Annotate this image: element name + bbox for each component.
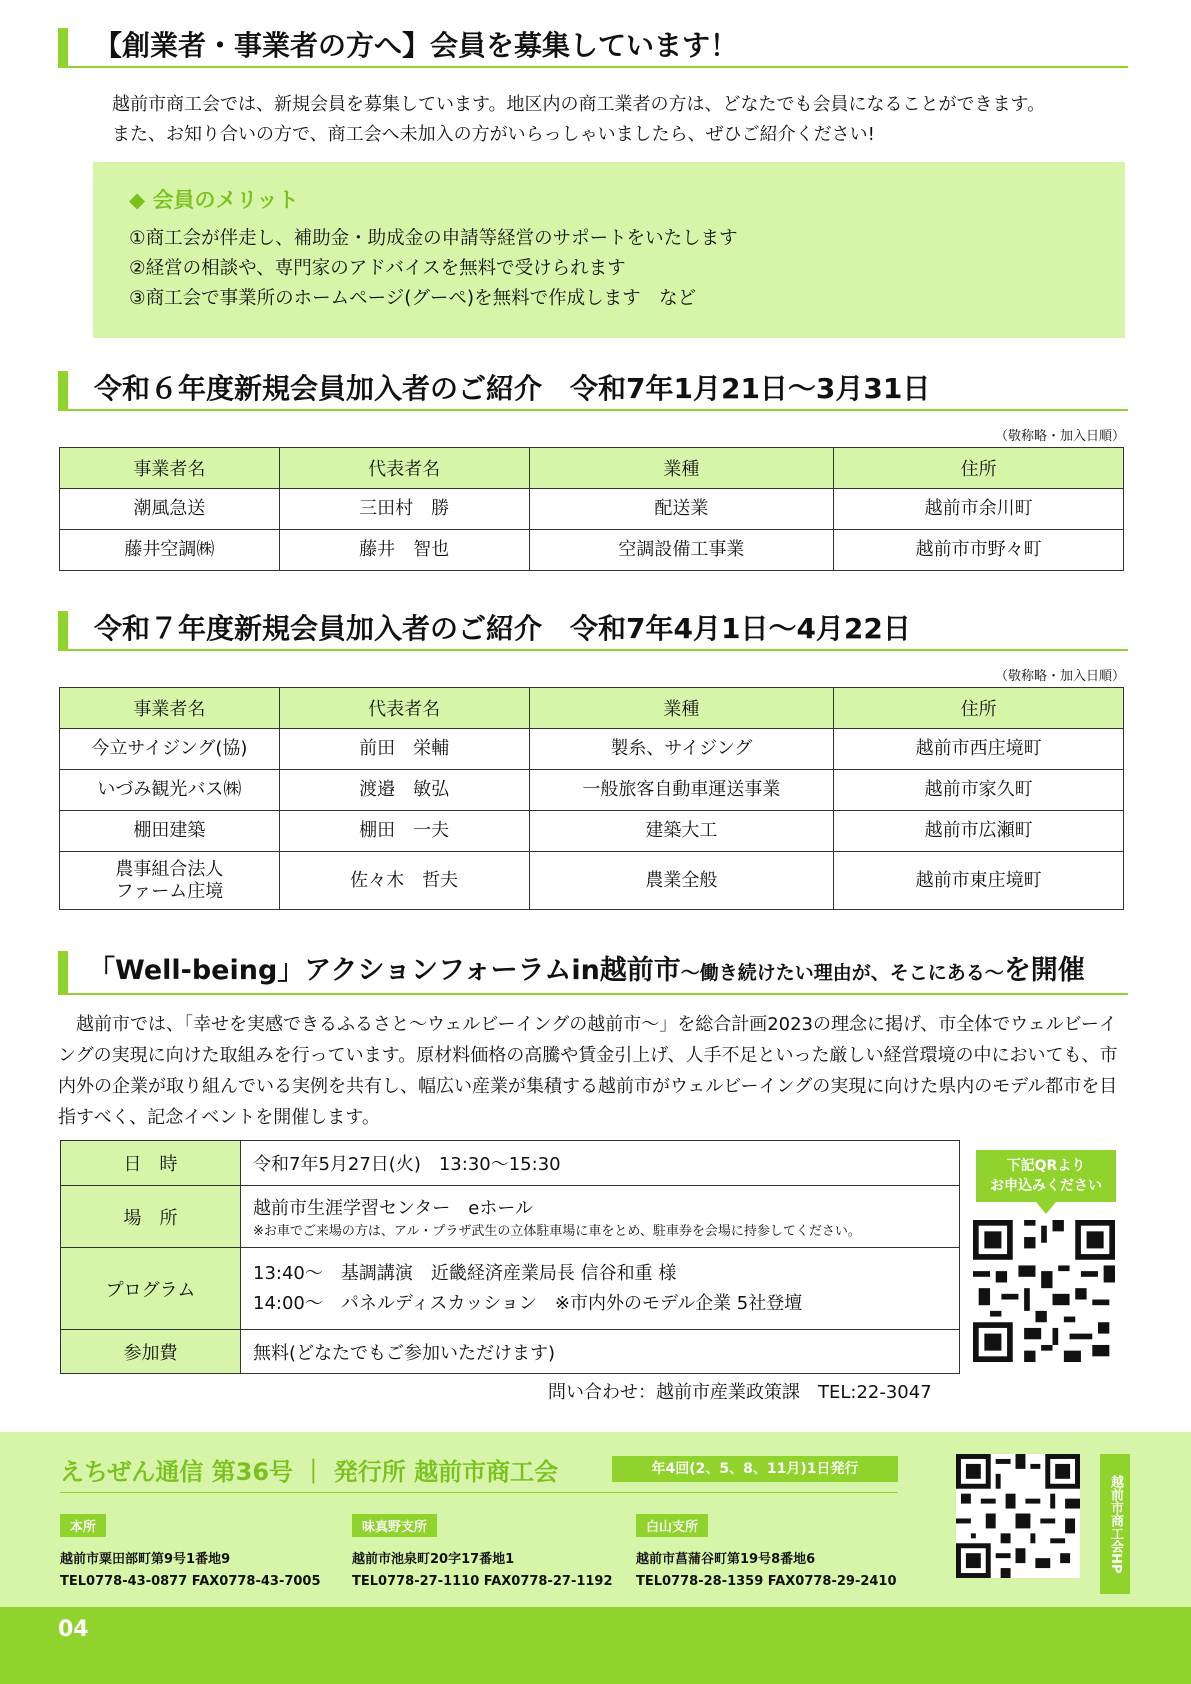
homepage-qr-code[interactable] [956,1454,1080,1578]
qr-label: 下記QRより お申込みください [976,1150,1116,1202]
event-row-fee [61,1330,960,1374]
page-number: 04 [58,1617,89,1642]
table-row [60,811,1124,852]
table-cell: 渡邉 敏弘 [279,770,529,811]
fee-label: 参加費 [61,1330,241,1374]
event-row-place [61,1186,960,1248]
office-address: 越前市池泉町20字17番地1 [352,1552,515,1567]
wellbeing-title-sub: ～働き続けたい理由が、そこにある～ [680,962,1004,984]
date-value: 令和7年5月27日(火) 13:30～15:30 [241,1141,960,1186]
merit-item: ①商工会が伴走し、補助金・助成金の申請等経営のサポートをいたします [129,228,738,249]
footer-title: えちぜん通信 第36号 ｜ 発行所 越前市商工会 [60,1458,559,1486]
program-item: 14:00～ パネルディスカッション ※市内外のモデル企業 5社登壇 [253,1292,803,1314]
wellbeing-heading [58,951,1128,995]
table-cell: 空調設備工事業 [529,530,834,571]
table-header-row [60,688,1124,729]
office-address: 越前市菖蒲谷町第19号8番地6 [636,1552,816,1567]
office-honsho [60,1514,321,1593]
wellbeing-title-end: を開催 [1003,955,1085,986]
wellbeing-body: 越前市では、「幸せを実感できるふるさと～ウェルビーイングの越前市～」を総合計画2023の理念に掲げ、市全体でウェルビーイングの実現に向けた取組みを行っています。原材料価格の高騰や賃金引上げ、人手不足といった厳しい経営環境の中においても、市内外の企業が取り組んでいる実例を共有し、幅広い産業が集積する越前市がウェルビーイングの実現に向けた県内のモデル都市を目指すべく、記念イベントを開催します。 [58,1014,1118,1128]
office-tel: TEL0778-43-0877 FAX0778-43-7005 [60,1574,321,1589]
recruit-heading [58,28,1128,68]
table-cell: 前田 栄輔 [279,729,529,770]
header-cell: 業種 [529,688,834,729]
place-value: 越前市生涯学習センター eホール [253,1198,533,1219]
table-cell: 農事組合法人 ファーム庄境 [60,852,280,910]
place-note: ※お車でご来場の方は、アル・プラザ武生の立体駐車場に車をとめ、駐車券を会場に持参してください。 [253,1224,861,1239]
header-cell: 住所 [834,688,1124,729]
homepage-label: 越前市商工会HP [1100,1454,1130,1594]
footer-divider [60,1492,898,1493]
table-cell: 棚田 一夫 [279,811,529,852]
event-table [60,1140,960,1374]
date-label: 日 時 [61,1141,241,1186]
event-row-program [61,1248,960,1330]
table-cell: 配送業 [529,489,834,530]
table-row [60,729,1124,770]
table-cell: 農業全般 [529,852,834,910]
table-cell: 今立サイジング(協) [60,729,280,770]
header-cell: 業種 [529,448,834,489]
table-cell: 棚田建築 [60,811,280,852]
r6-title: 令和６年度新規会員加入者のご紹介 令和7年1月21日～3月31日 [94,372,931,405]
r7-title: 令和７年度新規会員加入者のご紹介 令和7年4月1日～4月22日 [94,612,911,645]
footer-schedule: 年4回(2、5、8、11月)1日発行 [612,1456,898,1482]
fee-value: 無料(どなたでもご参加いただけます) [241,1330,960,1374]
table-row [60,770,1124,811]
program-item: 13:40～ 基調講演 近畿経済産業局長 信谷和重 様 [253,1262,677,1284]
r6-note: （敬称略・加入日順） [994,429,1125,444]
recruit-line1: 越前市商工会では、新規会員を募集しています。地区内の商工業者の方は、どなたでも会員になることができます。 [112,94,1046,115]
header-cell: 事業者名 [60,448,280,489]
table-cell: 潮風急送 [60,489,280,530]
header-cell: 代表者名 [279,688,529,729]
merit-item: ③商工会で事業所のホームページ(グーペ)を無料で作成します など [129,288,697,309]
table-cell: 越前市市野々町 [834,530,1124,571]
table-cell: 越前市東庄境町 [834,852,1124,910]
program-cell [241,1248,960,1330]
table-header-row [60,448,1124,489]
event-row-date [61,1141,960,1186]
office-name: 味真野支所 [352,1514,437,1537]
r6-heading [58,371,1128,411]
merit-box [93,162,1125,338]
table-cell: 一般旅客自動車運送事業 [529,770,834,811]
r7-table [59,687,1124,910]
office-name: 白山支所 [636,1514,708,1537]
header-cell: 住所 [834,448,1124,489]
place-cell [241,1186,960,1248]
table-cell: 越前市広瀬町 [834,811,1124,852]
application-qr-code[interactable] [973,1220,1115,1362]
r7-note: （敬称略・加入日順） [994,669,1125,684]
recruit-title: 【創業者・事業者の方へ】会員を募集しています！ [94,29,739,62]
table-cell: 藤井 智也 [279,530,529,571]
place-label: 場 所 [61,1186,241,1248]
office-tel: TEL0778-28-1359 FAX0778-29-2410 [636,1574,897,1589]
office-name: 本所 [60,1514,106,1537]
header-cell: 事業者名 [60,688,280,729]
contact-info: 問い合わせ：越前市産業政策課 TEL:22-3047 [548,1382,932,1403]
table-cell: 越前市余川町 [834,489,1124,530]
table-cell: 越前市家久町 [834,770,1124,811]
page-bottom-bar [0,1607,1191,1684]
table-row [60,852,1124,910]
wellbeing-title-main: 「Well-being」アクションフォーラムin越前市 [88,955,681,986]
office-shirayama [636,1514,897,1593]
office-address: 越前市粟田部町第9号1番地9 [60,1552,231,1567]
merit-title: ◆ 会員のメリット [129,188,299,212]
office-ajimano [352,1514,613,1593]
footer [0,1432,1191,1607]
table-cell: 建築大工 [529,811,834,852]
table-row [60,530,1124,571]
table-cell: 藤井空調㈱ [60,530,280,571]
table-row [60,489,1124,530]
program-label: プログラム [61,1248,241,1330]
table-cell: 越前市西庄境町 [834,729,1124,770]
merit-item: ②経営の相談や、専門家のアドバイスを無料で受けられます [129,258,626,279]
recruit-line2: また、お知り合いの方で、商工会へ未加入の方がいらっしゃいましたら、ぜひご紹介ください! [112,124,875,145]
header-cell: 代表者名 [279,448,529,489]
office-tel: TEL0778-27-1110 FAX0778-27-1192 [352,1574,613,1589]
table-cell: 三田村 勝 [279,489,529,530]
r7-heading [58,611,1128,651]
table-cell: 製糸、サイジング [529,729,834,770]
table-cell: いづみ観光バス㈱ [60,770,280,811]
table-cell: 佐々木 哲夫 [279,852,529,910]
r6-table [59,447,1124,571]
